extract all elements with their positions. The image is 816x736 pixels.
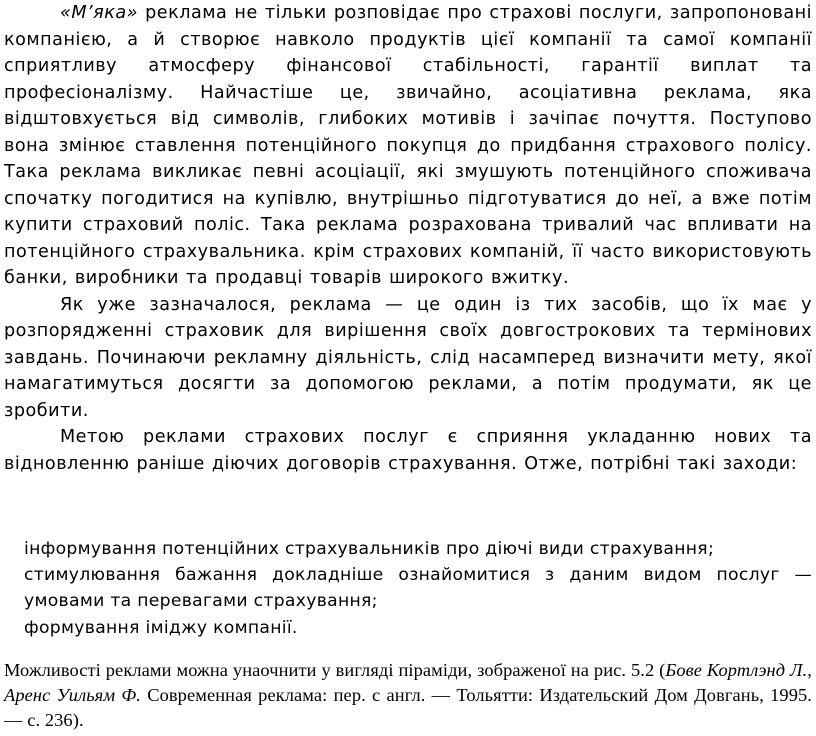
paragraph-1-text: реклама не тільки розповідає про страхові послуги, запропоновані компанією, а й створює навколо продуктів цієї компанії та самої компанії сприятливу атмосферу фінансової стабільності, гарантії виплат та професіоналізму. Найчастіше це, звичайно, асоціативна реклама, яка відштовхується від символів, глибоких мотивів і зачіпає почуття. Поступово вона змінює ставлення потенційного покупця до придбання страхового полісу. Така реклама викликає певні асоціації, які змушують потенційного споживача спочатку погодитися на купівлю, внутрішньо підготуватися до неї, а вже потім купити страховий поліс. Така реклама розрахована тривалий час впливати на потенційного страхувальника. крім страхових компаній, її часто використовують банки, виробники та продавці товарів широкого вжитку. — [4, 3, 812, 288]
list-item: формування іміджу компанії. — [24, 617, 298, 638]
footnote-authors: Бове Кортлэнд Л., Аренс Уильям Ф. — [4, 660, 812, 705]
list-item: стимулювання бажання докладніше ознайомитися з даним видом послуг — умовами та перевагами страхування; — [24, 565, 812, 612]
paragraph-advertising-tool: Як уже зазначалося, реклама — це один із тих засобів, що їх має у розпорядженні страховик для вирішення своїх довгострокових та термінових завдань. Починаючи рекламну діяльність, слід насамперед визначити мету, якої намагатимуться досягти за допомогою реклами, а потім продумати, як це зробити. — [4, 294, 812, 421]
paragraph-soft-advertising — [4, 0, 812, 292]
paragraph-advertising-goal: Метою реклами страхових послуг є сприяння укладанню нових та відновленню раніше діючих договорів страхування. Отже, потрібні такі заходи: — [4, 427, 812, 474]
soft-advertising-term: «М’яка» — [60, 3, 138, 23]
footnote — [4, 658, 812, 733]
measures-list — [24, 536, 812, 641]
footnote-text-end: Современная реклама: пер. с англ. — Тольятти: Издательский Дом Довгань, 1995. — с. 236). — [4, 685, 812, 730]
footnote-text-start: Можливості реклами можна унаочнити у вигляді піраміди, зображеної на рис. 5.2 ( — [4, 660, 666, 680]
list-item: інформування потенційних страхувальників про діючі види страхування; — [24, 539, 715, 559]
body-text — [4, 0, 812, 477]
